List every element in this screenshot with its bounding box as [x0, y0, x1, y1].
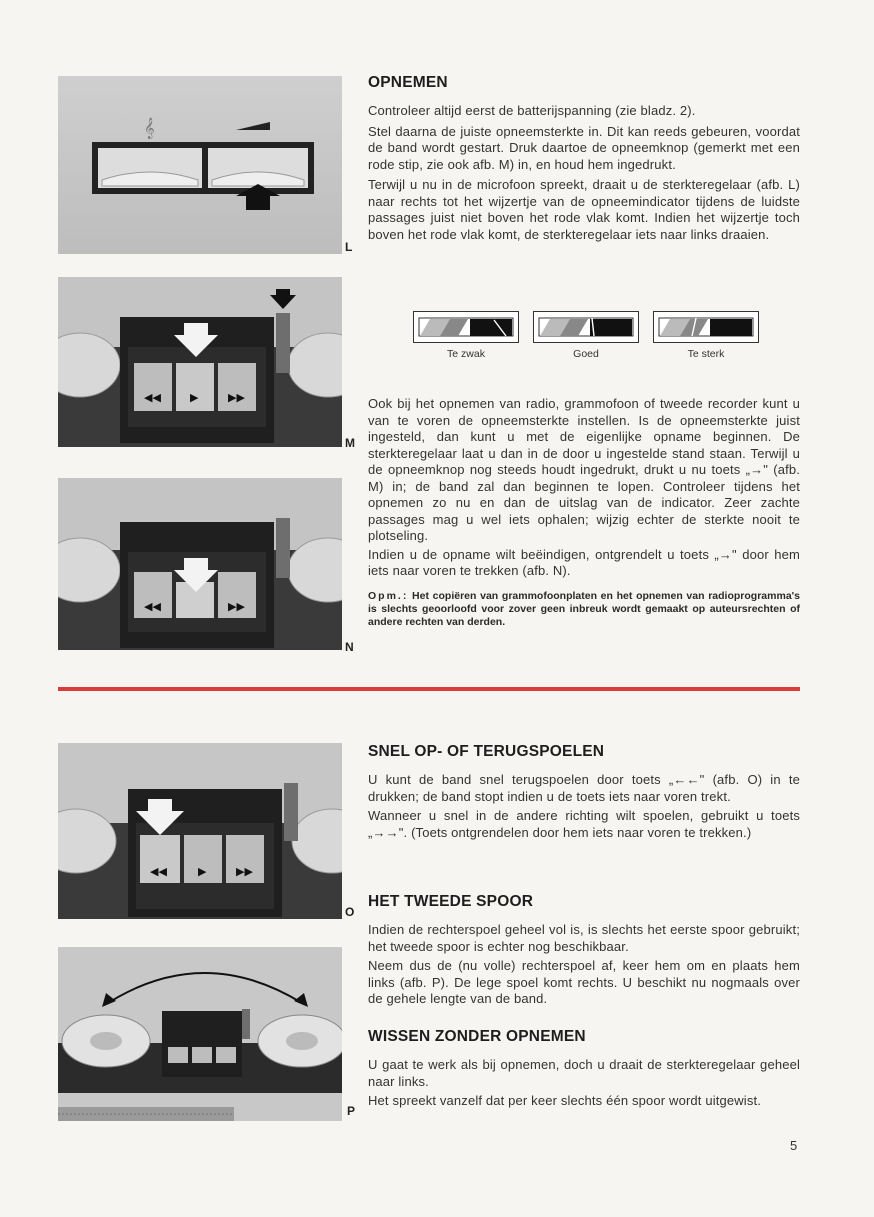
paragraph: Terwijl u nu in de microfoon spreekt, draait u de sterkteregelaar (afb. L) naar rechts tot het wijzertje van de opneemindicator tijdens de luidste passages juist niet boven het rode vlak komt. Indien het wijzertje toch boven het rode vlak komt, de sterkteregelaar iets naar links draaien.: [368, 177, 800, 242]
section-title-snel: SNEL OP- OF TERUGSPOELEN: [368, 743, 605, 760]
page-number: 5: [790, 1138, 798, 1153]
copyright-note: [368, 590, 800, 629]
svg-text:◀◀: ◀◀: [150, 865, 167, 878]
paragraph: U gaat te werk als bij opnemen, doch u draait de sterkteregelaar geheel naar links.: [368, 1057, 800, 1089]
section-tweede-spoor: [368, 893, 800, 1008]
note-text: Het copiëren van grammofoonplaten en het opnemen van radioprogramma's is slechts geoorloofd voor zover geen inbreuk wordt gemaakt op auteursrechten of andere rechten van derden.: [368, 589, 800, 628]
svg-text:▶: ▶: [198, 865, 207, 878]
paragraph: Het spreekt vanzelf dat per keer slechts één spoor wordt uitgewist.: [368, 1093, 762, 1108]
meter-caption: Te sterk: [687, 348, 725, 360]
figure-l-photo: [58, 76, 342, 254]
svg-text:▶: ▶: [190, 391, 199, 404]
figure-n-photo: [58, 478, 342, 650]
figure-o-photo: [58, 743, 342, 919]
paragraph: Wanneer u snel in de andere richting wilt spoelen, gebruikt u toets „→→". (Toets ontgrendelen door hem iets naar voren te trekken.): [368, 808, 800, 840]
paragraph: Indien u de opname wilt beëindigen, ontgrendelt u toets „→" door hem iets naar voren te trekken (afb. N).: [368, 546, 800, 578]
section-divider: [58, 687, 800, 691]
figure-label-m: M: [345, 436, 355, 450]
figure-label-l: L: [345, 240, 353, 254]
figure-label-n: N: [345, 640, 354, 654]
paragraph: Ook bij het opnemen van radio, grammofoon of tweede recorder kunt u van te voren de opneemsterkte instellen. Is de opneemsterkte juist ingesteld, dan kunt u met de eigenlijke opname beginnen. De sterkteregelaar laat u dan in de door u ingestelde stand staan. Terwijl u de opneemknop nog steeds houdt ingedrukt, drukt u nu toets „→" (afb. M) in; de band zal dan beginnen te lopen. Controleer tijdens het opnemen zo nu en dan de uitslag van de indicator. Zeer zachte passages mag u wel iets ophalen; wijzig echter de sterkte nooit te plotseling.: [368, 396, 800, 543]
section-snel-spoelen: [368, 743, 800, 841]
figure-m-photo: [58, 277, 342, 447]
figure-label-p: P: [347, 1104, 356, 1118]
paragraph: Stel daarna de juiste opneemsterkte in. Dit kan reeds gebeuren, voordat de band wordt gestart. Druk daartoe de opneemknop (gemerkt met een rode stip, zie ook afb. M) in, en houd hem ingedrukt.: [368, 123, 800, 172]
paragraph: U kunt de band snel terugspoelen door toets „←←" (afb. O) in te drukken; de band stopt indien u de toets iets naar voren trekt.: [368, 772, 800, 804]
section-wissen: [368, 1028, 800, 1110]
figure-p-photo: [58, 947, 342, 1121]
section-title-tweede: HET TWEEDE SPOOR: [368, 893, 534, 910]
meter-good: [533, 311, 639, 360]
note-label: Opm.:: [368, 589, 409, 602]
svg-text:◀◀: ◀◀: [144, 391, 161, 404]
figure-label-o: O: [345, 905, 355, 919]
svg-text:◀◀: ◀◀: [144, 600, 161, 613]
meter-too-strong: [653, 311, 759, 360]
svg-text:▶▶: ▶▶: [228, 600, 245, 613]
paragraph: Indien de rechterspoel geheel vol is, is slechts het eerste spoor gebruikt; het tweede spoor is echter nog beschikbaar.: [368, 922, 800, 954]
section-title-opnemen: OPNEMEN: [368, 74, 448, 91]
paragraph: Neem dus de (nu volle) rechterspoel af, keer hem om en plaats hem links (afb. P). De lege spoel komt rechts. U beschikt nu nogmaals over de gehele lengte van de band.: [368, 958, 800, 1006]
meter-caption: Te zwak: [447, 348, 485, 360]
section-title-wissen: WISSEN ZONDER OPNEMEN: [368, 1028, 586, 1045]
svg-text:𝄞: 𝄞: [144, 118, 155, 139]
svg-text:▶▶: ▶▶: [236, 865, 253, 878]
meter-too-weak: [413, 311, 519, 360]
paragraph: Controleer altijd eerst de batterijspanning (zie bladz. 2).: [368, 103, 696, 118]
level-meter-diagrams: [413, 311, 759, 371]
section-opnemen-continued: [368, 396, 800, 629]
meter-caption: Goed: [573, 348, 599, 360]
svg-text:▶▶: ▶▶: [228, 391, 245, 404]
section-opnemen: [368, 74, 800, 243]
